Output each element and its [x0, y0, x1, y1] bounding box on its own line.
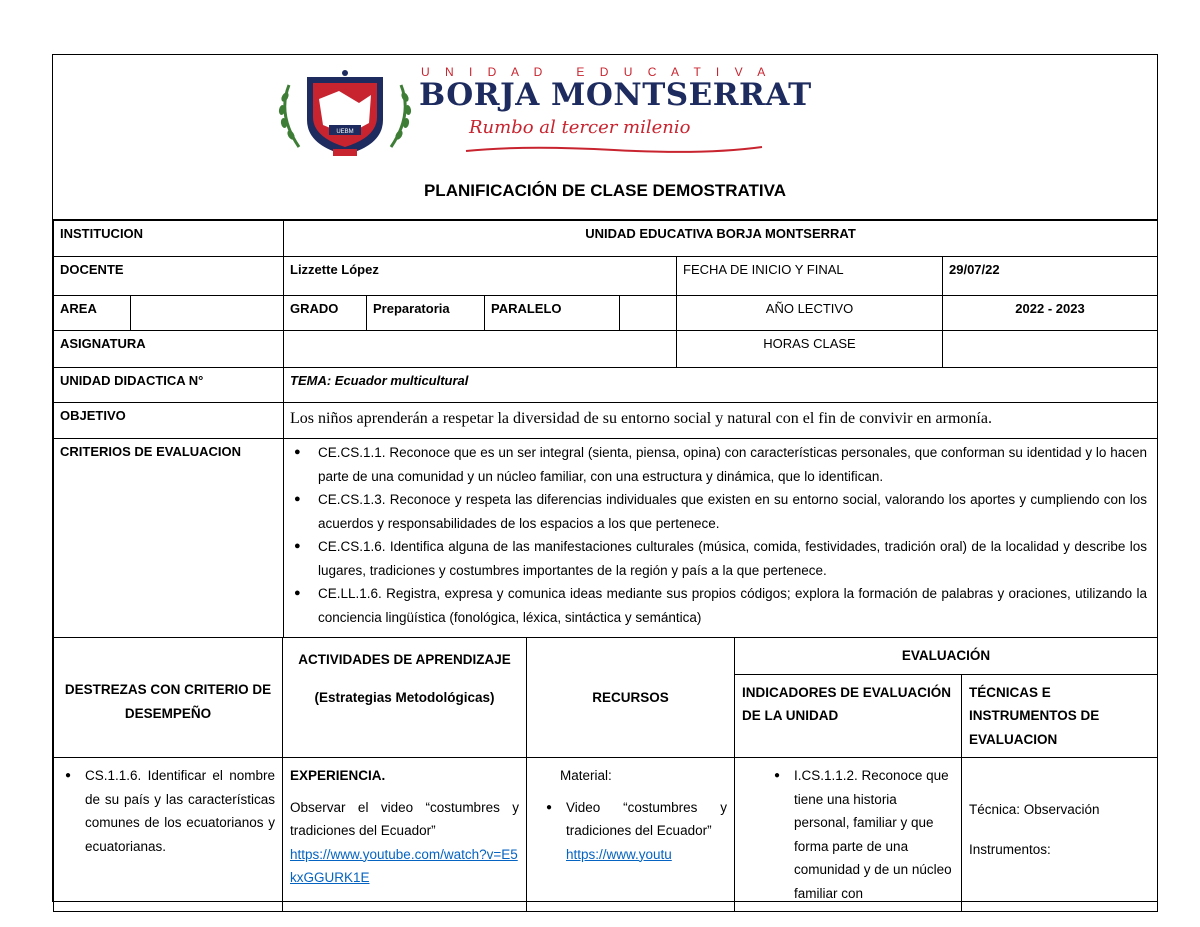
row-area	[54, 296, 1158, 331]
planning-table	[53, 637, 1158, 912]
actividad-text: Observar el video “costumbres y tradiciones del Ecuador”	[290, 799, 519, 838]
unidad-label: UNIDAD DIDACTICA N°	[54, 368, 284, 403]
objetivo-value: Los niños aprenderán a respetar la diversidad de su entorno social y natural con el fin de convivir en armonía.	[284, 403, 1158, 439]
page-title: PLANIFICACIÓN DE CLASE DEMOSTRATIVA	[423, 181, 787, 200]
criterio-item: ● CE.CS.1.3. Reconoce y respeta las diferencias individuales que existen en su entorno social, valorando los aportes y cumpliendo con los acuerdos y responsabilidades de los espacios a los que pertenece.	[318, 488, 1147, 535]
video-link[interactable]: https://www.youtube.com/watch?v=E5kxGGURK1E	[290, 846, 518, 885]
logo-slogan: Rumbo al tercer milenio	[469, 117, 691, 138]
area-value	[131, 296, 284, 331]
horas-clase-label: HORAS CLASE	[677, 331, 943, 368]
row-docente	[54, 257, 1158, 296]
criterios-cell	[284, 439, 1158, 638]
logo-subtitle: U N I D A D E D U C A T I V A	[421, 65, 772, 79]
grado-label: GRADO	[284, 296, 367, 331]
paralelo-value	[620, 296, 677, 331]
actividad-cell	[283, 758, 527, 912]
anio-lectivo-value: 2022 - 2023	[943, 296, 1158, 331]
instrumentos-text: Instrumentos:	[969, 841, 1051, 857]
asignatura-value	[284, 331, 677, 368]
criterio-item: ● CE.CS.1.1. Reconoce que es un ser integral (sienta, piensa, opina) con características personales, que conforman su identidad y lo hacen parte de una comunidad y un núcleo familiar, con una estructura y dinámica, que lo identifican.	[318, 441, 1147, 488]
actividades-header-title: ACTIVIDADES DE APRENDIZAJE	[298, 652, 511, 667]
destreza-text: ● CS.1.1.6. Identificar el nombre de su país y las características comunes de los ecuatorianos y ecuatorianas.	[61, 764, 275, 858]
fecha-value: 29/07/22	[943, 257, 1158, 296]
destreza-cell	[54, 758, 283, 912]
row-objetivo	[54, 403, 1158, 439]
recursos-item-text: Video “costumbres y tradiciones del Ecuador”	[566, 799, 727, 838]
evaluacion-header: EVALUACIÓN	[735, 638, 1158, 675]
horas-clase-value	[943, 331, 1158, 368]
content-row	[54, 758, 1158, 912]
crest-text: UEBM	[336, 129, 354, 135]
recursos-cell	[527, 758, 735, 912]
institucion-label: INSTITUCION	[54, 221, 284, 257]
docente-value: Lizzette López	[284, 257, 677, 296]
criterio-item: ● CE.CS.1.6. Identifica alguna de las manifestaciones culturales (música, comida, festividades, tradición oral) de la localidad y describe los lugares, tradiciones y costumbres importantes de la región y país a la que pertenece.	[318, 535, 1147, 582]
criterios-label: CRITERIOS DE EVALUACION	[54, 439, 284, 638]
slogan-underline-icon	[464, 141, 764, 161]
tecnicas-header: TÉCNICAS E INSTRUMENTOS DE EVALUACION	[962, 674, 1158, 758]
header-row-1	[54, 638, 1158, 675]
indicador-cell	[735, 758, 962, 912]
recursos-label: Material:	[560, 768, 612, 783]
criterio-item: ● CE.LL.1.6. Registra, expresa y comunica ideas mediante sus propios códigos; explora la formación de palabras y oraciones, utilizando la conciencia lingüística (fonológica, léxica, sintáctica y semántica)	[318, 582, 1147, 629]
recursos-link[interactable]: https://www.youtu	[566, 846, 672, 862]
school-logo	[269, 65, 929, 160]
row-asignatura	[54, 331, 1158, 368]
recursos-item	[542, 796, 727, 867]
planning-document	[52, 54, 1158, 902]
actividades-header-subtitle: (Estrategias Metodológicas)	[314, 689, 495, 705]
document-header	[53, 55, 1157, 220]
paralelo-label: PARALELO	[485, 296, 620, 331]
grado-value: Preparatoria	[367, 296, 485, 331]
recursos-header: RECURSOS	[527, 638, 735, 758]
tema-value: TEMA: Ecuador multicultural	[284, 368, 1158, 403]
general-info-table	[53, 220, 1158, 638]
actividades-header	[283, 638, 527, 758]
fecha-label: FECHA DE INICIO Y FINAL	[677, 257, 943, 296]
indicadores-header: INDICADORES DE EVALUACIÓN DE LA UNIDAD	[735, 674, 962, 758]
destrezas-header: DESTREZAS CON CRITERIO DE DESEMPEÑO	[54, 638, 283, 758]
indicador-text: ● I.CS.1.1.2. Reconoce que tiene una historia personal, familiar y que forma parte de una comunidad y de un núcleo familiar con	[770, 764, 954, 905]
row-institucion	[54, 221, 1158, 257]
logo-school-name: BORJA MONTSERRAT	[419, 77, 812, 113]
criterios-list	[290, 441, 1147, 629]
area-label: AREA	[54, 296, 131, 331]
institucion-value: UNIDAD EDUCATIVA BORJA MONTSERRAT	[284, 221, 1158, 257]
tecnica-text: Técnica: Observación	[969, 802, 1100, 817]
anio-lectivo-label: AÑO LECTIVO	[677, 296, 943, 331]
row-criterios	[54, 439, 1158, 638]
asignatura-label: ASIGNATURA	[54, 331, 284, 368]
docente-label: DOCENTE	[54, 257, 284, 296]
row-unidad	[54, 368, 1158, 403]
actividad-title: EXPERIENCIA.	[290, 768, 386, 783]
objetivo-label: OBJETIVO	[54, 403, 284, 439]
tecnica-cell	[962, 758, 1158, 912]
